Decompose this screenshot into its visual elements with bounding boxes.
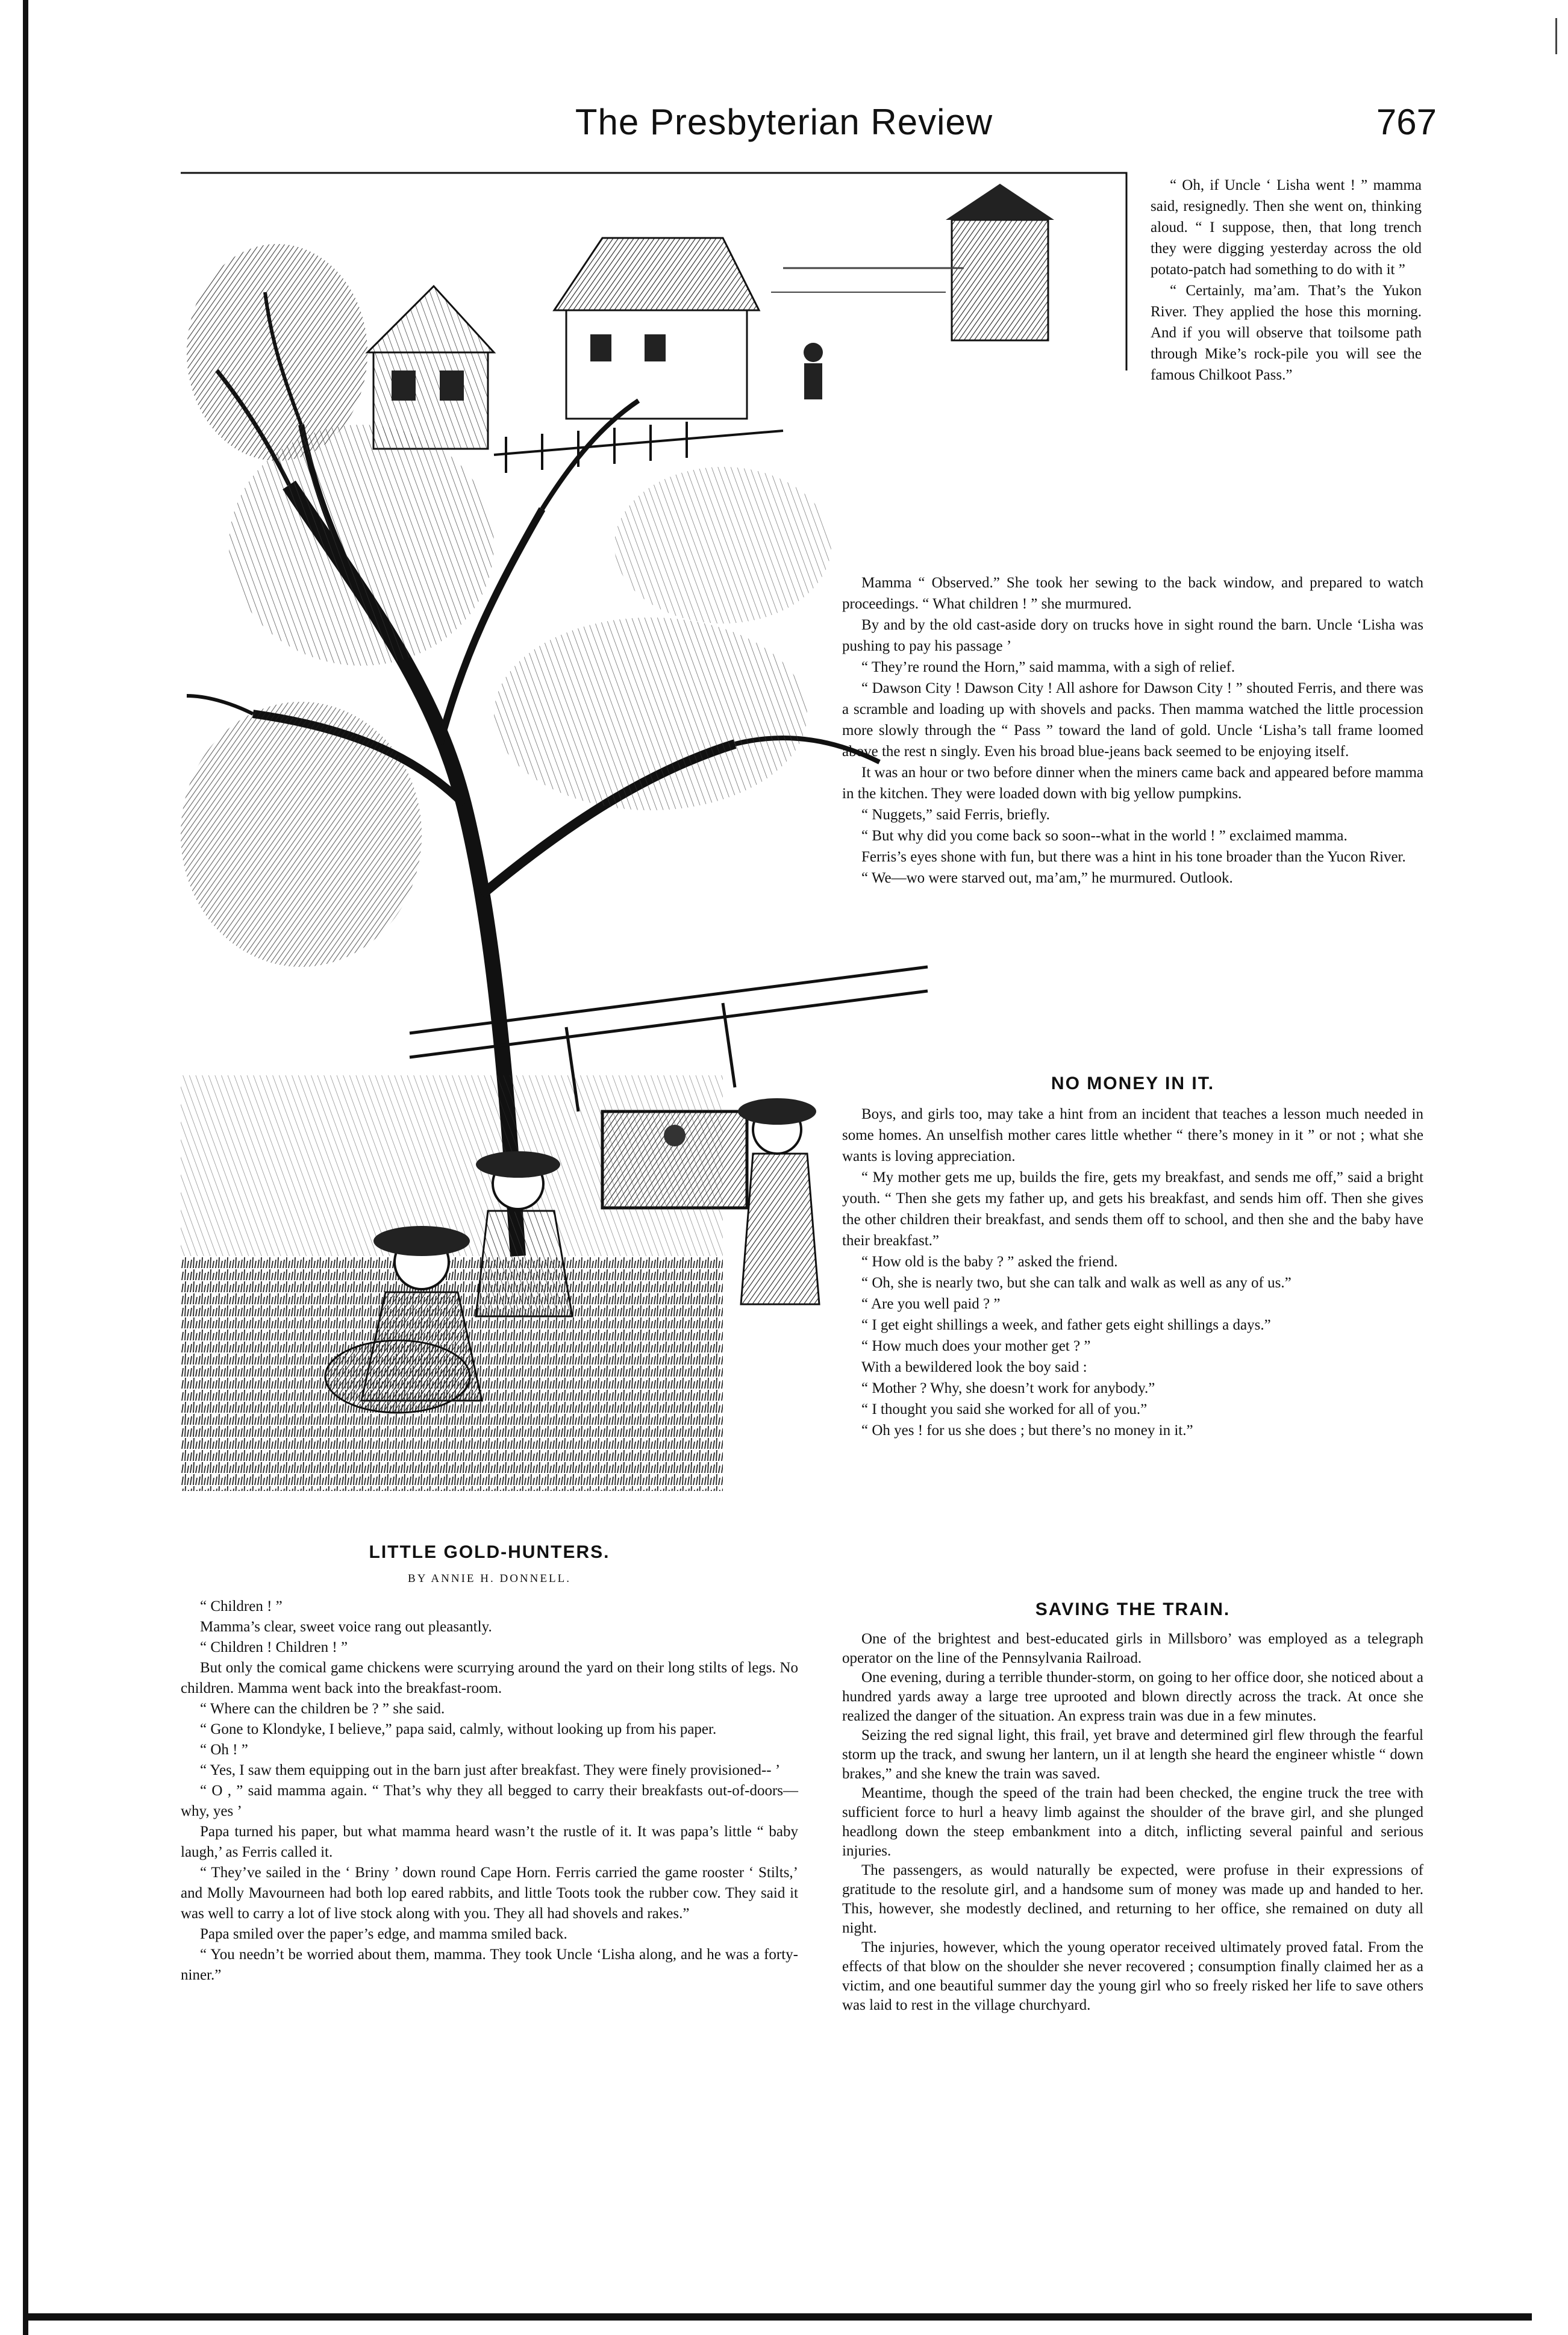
fence [494,422,783,473]
story-narrow-column [1151,175,1422,386]
story-paragraph: “ They’ve sailed in the ‘ Briny ’ down round Cape Horn. Ferris carried the game rooster ‘ Stilts,’ and Molly Mavourneen had both lop eared rabbits, and little Toots took the rubber cow. They said it was well to carry a lot of live stock along with you. They all had shovels and rakes.” [181,1865,798,1922]
story-paragraph: “ But why did you come back so soon--what in the world ! ” exclaimed mamma. [861,828,1348,844]
story-paragraph: But only the comical game chickens were scurrying around the yard on their long stilts of legs. No children. Mamma went back into the breakfast-room. [181,1660,798,1696]
heading-saving-train: SAVING THE TRAIN. [1035,1599,1231,1619]
story-paragraph: “ Children ! Children ! ” [200,1639,348,1655]
page-number: 767 [1376,102,1437,142]
article-paragraph: “ How old is the baby ? ” asked the friend. [861,1254,1118,1270]
article-paragraph: Meantime, though the speed of the train had been checked, the engine truck the tree with sufficient force to hurl a heavy limb against the shoulder of the brave girl, and she plunged headlong down the steep embankment into a ditch, inflicting several painful and serious injuries. [842,1785,1423,1859]
story-paragraph: Ferris’s eyes shone with fun, but there was a hint in his tone broader than the Yucon River. [861,849,1406,865]
article-paragraph: Seizing the red signal light, this frail, yet brave and determined girl flew through the fearful storm up the track, and swung her lantern, un il at length she heard the engineer whistle “ down brakes,” and she knew the train was saved. [842,1727,1423,1782]
story-paragraph: Mamma’s clear, sweet voice rang out pleasantly. [200,1619,492,1635]
page-bottom-rule [23,2313,1532,2321]
running-header-title: The Presbyterian Review [575,102,993,142]
story-paragraph: Papa turned his paper, but what mamma heard wasn’t the rustle of it. It was papa’s little “ baby laugh,’ as Ferris called it. [181,1824,798,1860]
article-paragraph: “ Are you well paid ? ” [861,1296,1001,1312]
article-paragraph: “ I thought you said she worked for all of you.” [861,1401,1148,1418]
story-paragraph: By and by the old cast-aside dory on trucks hove in sight round the barn. Uncle ‘Lisha was pushing to pay his passage ’ [842,617,1423,654]
heading-little-gold-hunters: LITTLE GOLD-HUNTERS. [369,1542,610,1562]
gold-hunters-story [181,1596,798,1986]
story-paragraph: Papa smiled over the paper’s edge, and mamma smiled back. [200,1926,567,1942]
article-paragraph: With a bewildered look the boy said : [861,1359,1087,1375]
story-paragraph: “ Dawson City ! Dawson City ! All ashore for Dawson City ! ” shouted Ferris, and there was a scramble and loading up with shovels and packs. Then mamma watched the little procession more slowly through the “ Pass ” toward the land of gold. Uncle ‘Lisha’s tall frame loomed above the rest n singly. Even his broad blue-jeans back seemed to be enjoying itself. [842,680,1423,760]
article-paragraph: “ My mother gets me up, builds the fire, gets my breakfast, and sends me off,” said a bright youth. “ Then she gets my father up, and gets his breakfast, and sends him off. Then she gives the other children their breakfast, and sends them off to school, and then she and the baby have their breakfast.” [842,1169,1423,1249]
article-paragraph: “ Oh, she is nearly two, but she can talk and walk as well as any of us.” [861,1275,1292,1291]
story-paragraph: Mamma “ Observed.” She took her sewing to the back window, and prepared to watch proceedings. “ What children ! ” she murmured. [842,575,1423,612]
story-paragraph: “ Oh ! ” [200,1742,248,1758]
story-paragraph: “ We—wo were starved out, ma’am,” he murmured. Outlook. [861,870,1233,886]
story-paragraph: “ They’re round the Horn,” said mamma, with a sigh of relief. [861,659,1235,675]
no-money-article [842,1104,1423,1441]
story-paragraph: “ Nuggets,” said Ferris, briefly. [861,807,1050,823]
distant-figure [804,343,823,399]
story-paragraph: “ Where can the children be ? ” she said. [200,1701,445,1717]
story-paragraph: “ Yes, I saw them equipping out in the barn just after breakfast. They were finely provisioned-- ’ [200,1762,781,1778]
margin-mark [1555,18,1557,54]
article-paragraph: “ Mother ? Why, she doesn’t work for anybody.” [861,1380,1155,1396]
houses [367,184,1054,449]
article-paragraph: The passengers, as would naturally be expected, were profuse in their expressions of gratitude to the resolute girl, and a handsome sum of money was made up and handed to her. This, however, she modestly declined, and returning to her office, she remained on duty all night. [842,1862,1423,1936]
article-paragraph: “ I get eight shillings a week, and father gets eight shillings a days.” [861,1317,1271,1333]
story-continuation-column [842,572,1423,889]
heading-no-money: NO MONEY IN IT. [1051,1074,1215,1093]
story-paragraph: “ Children ! ” [200,1598,283,1614]
byline: BY ANNIE H. DONNELL. [408,1572,571,1585]
story-paragraph: “ Gone to Klondyke, I believe,” papa said, calmly, without looking up from his paper. [200,1721,717,1737]
article-paragraph: “ How much does your mother get ? ” [861,1338,1091,1354]
story-paragraph: “ O , ” said mamma again. “ That’s why they all begged to carry their breakfasts out-of-doors—why, yes ’ [181,1783,798,1819]
article-paragraph: One of the brightest and best-educated girls in Millsboro’ was employed as a telegraph operator on the line of the Pennsylvania Railroad. [842,1631,1423,1666]
article-paragraph: One evening, during a terrible thunder-storm, on going to her office door, she noticed about a hundred yards away a large tree uprooted and blown directly across the track. At once she realized the danger of the situation. An express train was due in a few minutes. [842,1669,1423,1724]
article-paragraph: Boys, and girls too, may take a hint from an incident that teaches a lesson much needed in some homes. An unselfish mother cares little whether “ there’s money in it ” or not ; what she wants is loving appreciation. [842,1106,1423,1164]
story-paragraph: “ You needn’t be worried about them, mamma. They took Uncle ‘Lisha along, and he was a forty-niner.” [181,1946,798,1983]
saving-train-article [842,1630,1423,2015]
page-edge-rule [23,0,28,2335]
story-paragraph: “ Oh, if Uncle ‘ Lisha went ! ” mamma said, resignedly. Then she went on, thinking aloud. “ I suppose, then, that long trench they were digging yesterday across the old potato-patch had something to do with it ” [1151,177,1422,278]
story-paragraph: “ Certainly, ma’am. That’s the Yukon River. They applied the hose this morning. And if you will observe that toilsome path through Mike’s rock-pile you will see the famous Chilkoot Pass.” [1151,283,1422,383]
article-paragraph: “ Oh yes ! for us she does ; but there’s no money in it.” [861,1422,1193,1439]
story-paragraph: It was an hour or two before dinner when the miners came back and appeared before mamma in the kitchen. They were loaded down with big yellow pumpkins. [842,764,1423,802]
stream [181,1075,723,1256]
article-paragraph: The injuries, however, which the young operator received ultimately proved fatal. From the effects of that blow on the shoulder she never recovered ; consumption finally claimed her as a victim, and one beautiful summer day the young girl who so freely risked her life to save others was laid to rest in the village churchyard. [842,1939,1423,2013]
